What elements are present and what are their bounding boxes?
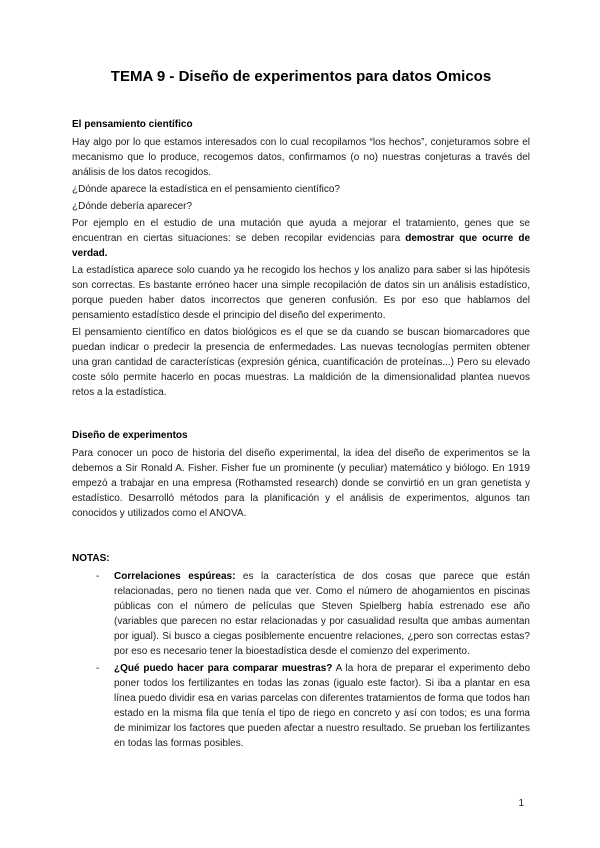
paragraph-datos-biologicos: El pensamiento científico en datos biológicos es el que se da cuando se buscan biomarcadores que puedan indicar o predecir la presencia de enfermedades. Las nuevas tecnologías permiten obtener una gran cantidad de características (expresión génica, cuantificación de proteínas...) Pero su elevado coste sólo permite hacerlo en pocas muestras. La maldición de la dimensionalidad plantea nuevos retos a la estadística. xyxy=(72,327,530,398)
paragraph-mutacion xyxy=(72,216,530,261)
list-item-comparar-bold: ¿Qué puedo hacer para comparar muestras? xyxy=(114,663,333,674)
paragraph-mutacion-bold: demostrar que ocurre de verdad. xyxy=(72,233,531,259)
paragraph-estadistica-aparece: La estadística aparece solo cuando ya he recogido los hechos y los analizo para saber si las hipótesis son correctas. Es bastante erróneo hacer una simple recopilación de datos sin un análisis estadístico, porque pueden haber datos incorrectos que generen confusión. Es por eso que hablamos del pensamiento estadístico desde el principio del diseño del experimento. xyxy=(72,265,530,321)
bullet-marker: - xyxy=(96,663,100,674)
page-number: 1 xyxy=(518,798,524,809)
question-line-1: ¿Dónde aparece la estadística en el pensamiento científico? xyxy=(72,184,340,195)
question-line-2: ¿Dónde debería aparecer? xyxy=(72,201,193,212)
section-heading-diseno-experimentos: Diseño de experimentos xyxy=(72,430,188,441)
list-item-comparar-muestras xyxy=(72,661,530,751)
list-item-correlaciones-bold: Correlaciones espúreas: xyxy=(114,571,236,582)
list-item-correlaciones xyxy=(72,569,530,659)
paragraph-hechos: Hay algo por lo que estamos interesados con lo cual recopilamos “los hechos”, conjeturamos sobre el mecanismo que lo produce, recogemos datos, confirmamos (o no) nuestras conjeturas a través del análisis de los datos recogidos. xyxy=(72,137,530,178)
list-item-text-correlaciones xyxy=(114,569,530,659)
list-item-correlaciones-normal: es la característica de dos cosas que parece que están relacionadas, pero no tienen nada que ver. Como el número de ahogamientos en piscinas públicas con el número de películas que Steven Spielberg había estrenado ese año (variables que parecen no estar relacionadas y por casualidad resulta que ambas aumentan por igual). Si busco a ciegas posiblemente encuentre relaciones, ¿pero son correctas estas? por eso es necesario tener la bioestadística desde el comienzo del experimento. xyxy=(114,571,530,657)
notes-list xyxy=(72,569,530,751)
notes-heading: NOTAS: xyxy=(72,553,110,564)
paragraph-mutacion-text: Por ejemplo en el estudio de una mutación que ayuda a mejorar el tratamiento, genes que se encuentran en ciertas situaciones: se deben recopilar evidencias para xyxy=(72,218,530,244)
list-item-comparar-normal: A la hora de preparar el experimento debo poner todos los fertilizantes en todas las zonas (igualo este factor). Si iba a plantar en esa línea puedo dividir esa en varias parcelas con diferentes tratamientos de forma que todos han estado en la misma fila que tenía el tipo de riego en concreto y así con todos; es una forma de minimizar los factores que pueden afectar a nuestro resultado. Se prueban los fertilizantes en todas las formas posibles. xyxy=(114,663,531,749)
bullet-marker: - xyxy=(96,571,100,582)
section-heading-pensamiento-cientifico: El pensamiento científico xyxy=(72,119,193,130)
paragraph-fisher: Para conocer un poco de historia del diseño experimental, la idea del diseño de experimentos se la debemos a Sir Ronald A. Fisher. Fisher fue un prominente (y peculiar) matemático y biólogo. En 1919 empezó a trabajar en una empresa (Rothamsted research) donde se convirtió en un gran genetista y estadístico. Desarrolló métodos para la planificación y el análisis de experimentos, algunos tan conocidos y utilizados como el ANOVA. xyxy=(72,448,530,519)
list-item-text-comparar-muestras xyxy=(114,661,530,751)
page-title: TEMA 9 - Diseño de experimentos para datos Omicos xyxy=(110,68,492,85)
